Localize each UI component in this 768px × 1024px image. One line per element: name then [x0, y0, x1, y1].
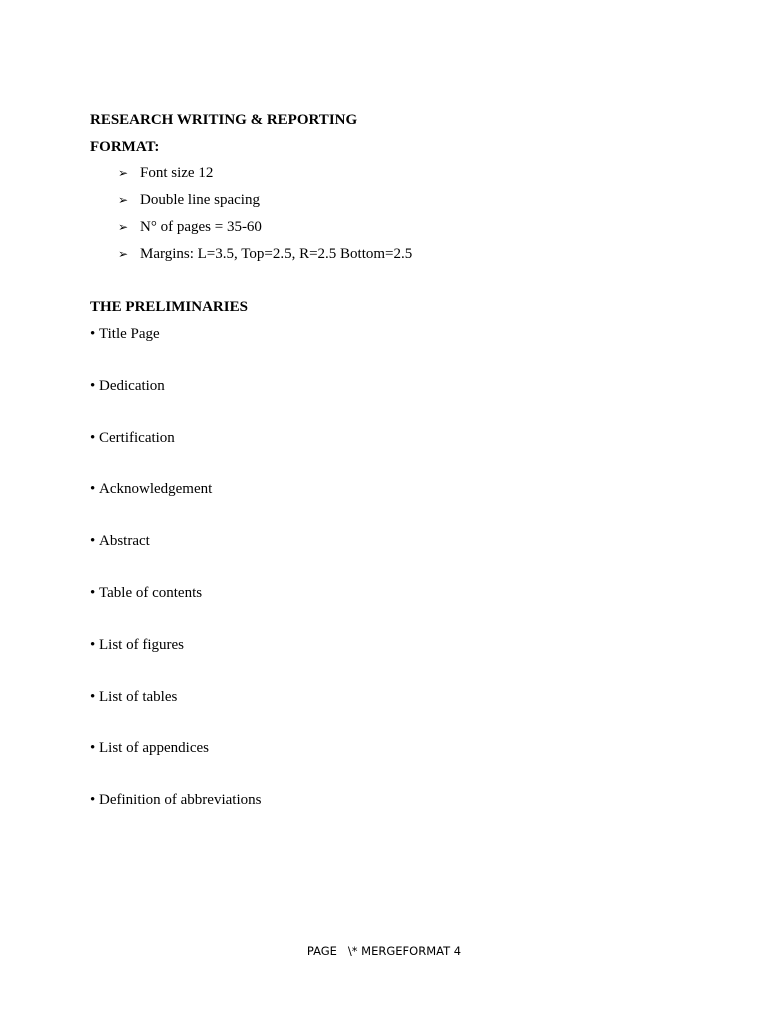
- bullet-icon: •: [90, 429, 96, 446]
- bullet-icon: •: [90, 377, 96, 394]
- list-item: [90, 688, 261, 740]
- list-item-label: List of tables: [99, 688, 178, 705]
- preliminaries-list: [90, 325, 261, 843]
- bullet-icon: •: [90, 481, 96, 498]
- bullet-icon: •: [90, 688, 96, 705]
- list-item: [90, 532, 261, 584]
- list-item: [90, 739, 261, 791]
- format-item: [118, 164, 412, 191]
- list-item-label: List of figures: [99, 636, 184, 653]
- bullet-icon: •: [90, 533, 96, 550]
- format-item-label: N° of pages = 35-60: [140, 219, 262, 235]
- bullet-icon: •: [90, 326, 96, 342]
- arrow-bullet-icon: ➢: [118, 247, 129, 261]
- format-item-label: Double line spacing: [140, 192, 260, 208]
- list-item-label: Acknowledgement: [99, 481, 213, 498]
- arrow-bullet-icon: ➢: [118, 193, 129, 207]
- format-item: [118, 191, 412, 218]
- arrow-bullet-icon: ➢: [118, 166, 129, 180]
- format-item: [118, 218, 412, 245]
- list-item-label: Title Page: [99, 326, 160, 342]
- format-heading: FORMAT:: [90, 139, 160, 155]
- bullet-icon: •: [90, 740, 96, 757]
- list-item: [90, 791, 261, 843]
- list-item: [90, 480, 261, 532]
- list-item: [90, 325, 261, 377]
- list-item-label: Table of contents: [99, 584, 203, 601]
- list-item: [90, 636, 261, 688]
- page-footer: PAGE \* MERGEFORMAT 4: [306, 944, 462, 958]
- document-title: RESEARCH WRITING & REPORTING: [90, 112, 358, 128]
- list-item: [90, 584, 261, 636]
- list-item: [90, 377, 261, 429]
- preliminaries-heading: THE PRELIMINARIES: [90, 299, 248, 315]
- arrow-bullet-icon: ➢: [118, 220, 129, 234]
- bullet-icon: •: [90, 636, 96, 653]
- format-item-label: Margins: L=3.5, Top=2.5, R=2.5 Bottom=2.5: [140, 246, 413, 262]
- format-list: [118, 164, 412, 272]
- list-item-label: List of appendices: [99, 740, 209, 757]
- list-item: [90, 429, 261, 481]
- format-item-label: Font size 12: [140, 165, 214, 181]
- list-item-label: Certification: [99, 429, 175, 446]
- bullet-icon: •: [90, 584, 96, 601]
- format-item: [118, 245, 412, 272]
- list-item-label: Dedication: [99, 377, 165, 394]
- list-item-label: Abstract: [99, 533, 150, 550]
- bullet-icon: •: [90, 792, 96, 809]
- list-item-label: Definition of abbreviations: [99, 792, 262, 809]
